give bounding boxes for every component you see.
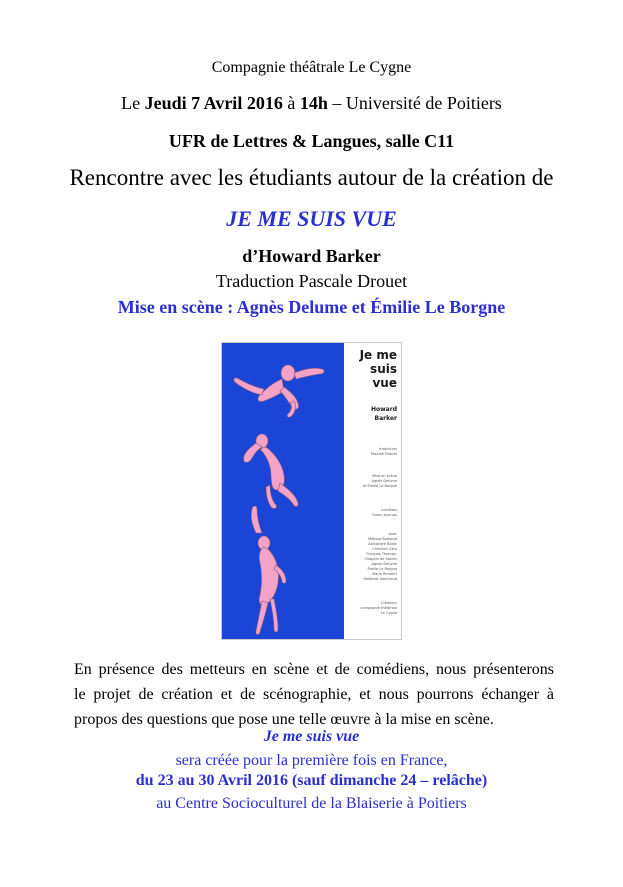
poster-lights [372, 508, 397, 518]
poster-credit-line: Lumières [381, 508, 397, 512]
poster-figure-middle [244, 434, 299, 508]
poster-credit-line: Mise en scène [372, 474, 397, 478]
poster-credit-line: Agnès Delume [371, 562, 397, 566]
poster-author-line: Howard [371, 406, 397, 413]
premiere-line: sera créée pour la première fois en France, [175, 752, 448, 769]
poster-credit-line: Pascale Drouet [370, 452, 397, 456]
poster-credit-line: Alexandre Badin [368, 542, 397, 546]
poster-credit-line: Yvann Journau [371, 513, 397, 517]
poster-translation [371, 447, 397, 457]
poster-credit-line: Mathilde Souchaud [363, 577, 397, 581]
paragraph-line: En présence des metteurs en scène et de comédiens, nous présenterons [74, 661, 554, 678]
date-connector: à [282, 93, 300, 113]
poster-title-line: vue [372, 376, 397, 390]
event-time: 14h [299, 93, 328, 113]
poster-credit-line: Le Cygne [380, 611, 397, 615]
event-university: – Université de Poitiers [327, 93, 502, 113]
meeting-heading: Rencontre avec les étudiants autour de la création de [69, 165, 554, 190]
poster-figure-bottom [251, 506, 286, 635]
poster-credit-line: François Thomas- [366, 552, 397, 556]
poster-credit-line: Chappin de Sanvis [364, 557, 397, 561]
poster-credits [346, 343, 400, 639]
poster-creation [361, 601, 398, 616]
poster-credit-line: Création/ [381, 601, 397, 605]
poster-author-line: Barker [374, 415, 397, 422]
poster-credit-line: Émilie Le Borgne [367, 567, 397, 571]
event-date-line [0, 93, 623, 114]
poster-credit-line: compagnie théâtrale [360, 606, 397, 610]
date-prefix: Le [121, 93, 145, 113]
poster-figure-top [234, 365, 324, 417]
paragraph-line: propos des questions que pose une telle œuvre à la mise en scène. [74, 711, 494, 728]
poster-credit-line: Marie Rimbert [372, 572, 397, 576]
play-title: JE ME SUIS VUE [226, 206, 397, 231]
performance-dates: du 23 au 30 Avril 2016 (sauf dimanche 24 – relâche) [135, 772, 488, 789]
play-name-italic: Je me suis vue [263, 728, 360, 745]
company-name: Compagnie théâtrale Le Cygne [211, 59, 412, 76]
poster-credit-line: Avec [388, 532, 397, 536]
play-poster [221, 342, 402, 640]
poster-cast [364, 532, 398, 582]
poster-credit-line: Mélissa Barbaud [368, 537, 397, 541]
play-translation: Traduction Pascale Drouet [215, 271, 408, 291]
presentation-paragraph [74, 657, 554, 732]
poster-title [360, 348, 397, 390]
poster-credit-line: traduction [378, 447, 397, 451]
poster-credit-line: Agnès Delume [371, 479, 397, 483]
paragraph-line: le projet de création et de scénographie, et nous pourrons échanger à [74, 686, 554, 703]
poster-author [371, 405, 397, 423]
poster-credit-line: et Émilie Le Borgne [362, 484, 397, 488]
performance-venue: au Centre Socioculturel de la Blaiserie à Poitiers [156, 795, 467, 812]
poster-artwork [222, 343, 344, 640]
play-direction: Mise en scène : Agnès Delume et Émilie Le Borgne [117, 297, 506, 317]
poster-credit-line: Christian Caro [372, 547, 397, 551]
play-author: d’Howard Barker [242, 246, 381, 266]
poster-title-line: suis [370, 362, 397, 376]
poster-direction [363, 474, 397, 489]
event-location: UFR de Lettres & Langues, salle C11 [168, 131, 455, 151]
poster-figures-illustration [222, 343, 344, 640]
event-date: Jeudi 7 Avril 2016 [144, 93, 283, 113]
poster-title-line: Je me [359, 348, 397, 362]
